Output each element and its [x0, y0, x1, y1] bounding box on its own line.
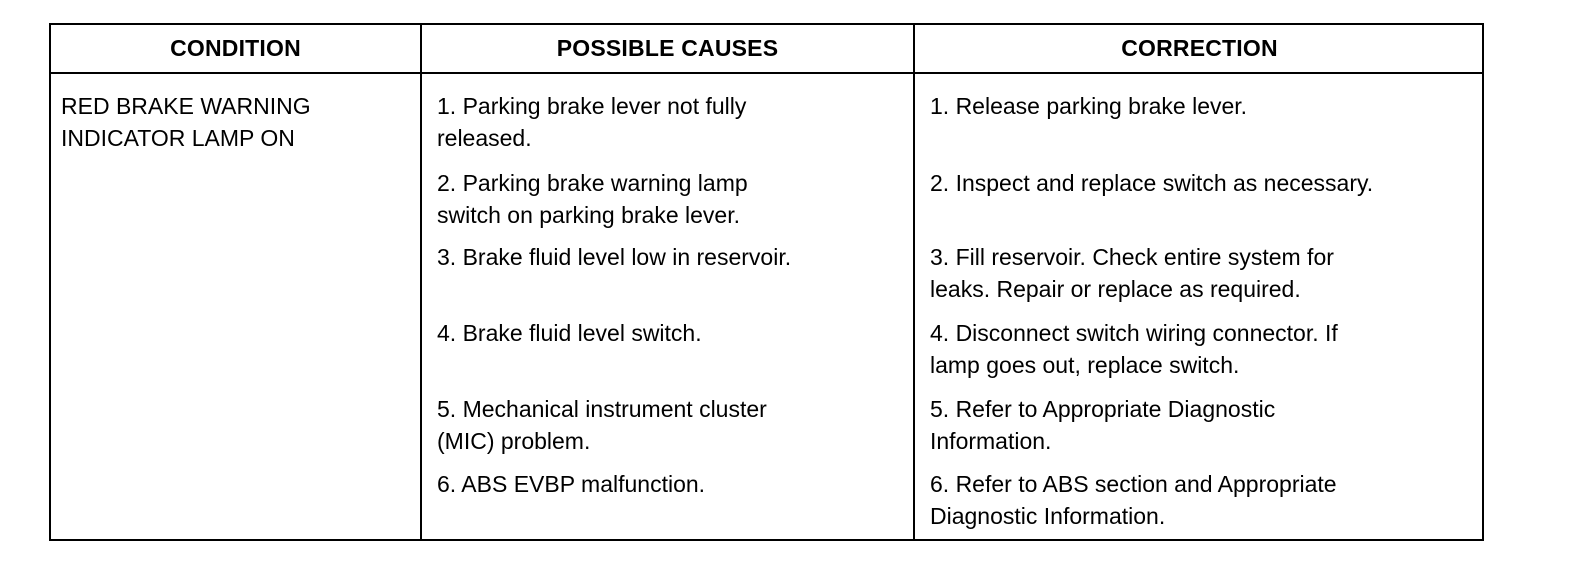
- correction-line: 5. Refer to Appropriate Diagnostic: [930, 396, 1276, 422]
- cause-cell: [437, 468, 705, 500]
- header-condition: CONDITION: [170, 35, 301, 61]
- correction-line: Diagnostic Information.: [930, 503, 1166, 529]
- cause-line: switch on parking brake lever.: [437, 202, 740, 228]
- header-possible-causes: POSSIBLE CAUSES: [556, 35, 779, 61]
- header-divider: [51, 72, 1482, 74]
- correction-line: 3. Fill reservoir. Check entire system for: [930, 244, 1334, 270]
- correction-line: 2. Inspect and replace switch as necessary.: [930, 170, 1374, 196]
- correction-cell: [930, 167, 1373, 199]
- correction-cell: [930, 468, 1337, 532]
- condition-line: INDICATOR LAMP ON: [61, 125, 295, 151]
- cause-cell: [437, 90, 746, 154]
- correction-line: lamp goes out, replace switch.: [930, 352, 1240, 378]
- cause-cell: [437, 317, 702, 349]
- header-correction: CORRECTION: [1121, 35, 1278, 61]
- correction-cell: [930, 241, 1334, 305]
- correction-cell: [930, 90, 1247, 122]
- cause-line: 2. Parking brake warning lamp: [437, 170, 748, 196]
- cause-line: (MIC) problem.: [437, 428, 591, 454]
- column-divider: [420, 25, 422, 539]
- cause-line: released.: [437, 125, 532, 151]
- correction-line: 4. Disconnect switch wiring connector. If: [930, 320, 1338, 346]
- correction-line: Information.: [930, 428, 1052, 454]
- correction-line: 6. Refer to ABS section and Appropriate: [930, 471, 1337, 497]
- column-divider: [913, 25, 915, 539]
- condition-line: RED BRAKE WARNING: [61, 93, 311, 119]
- diagnosis-table: [49, 23, 1484, 541]
- cause-line: 1. Parking brake lever not fully: [437, 93, 747, 119]
- cause-cell: [437, 393, 767, 457]
- correction-line: 1. Release parking brake lever.: [930, 93, 1248, 119]
- cause-cell: [437, 241, 791, 273]
- correction-line: leaks. Repair or replace as required.: [930, 276, 1301, 302]
- correction-cell: [930, 317, 1338, 381]
- cause-line: 6. ABS EVBP malfunction.: [437, 471, 706, 497]
- condition-cell: [61, 90, 311, 154]
- cause-line: 3. Brake fluid level low in reservoir.: [437, 244, 792, 270]
- correction-cell: [930, 393, 1275, 457]
- cause-line: 4. Brake fluid level switch.: [437, 320, 702, 346]
- cause-line: 5. Mechanical instrument cluster: [437, 396, 767, 422]
- cause-cell: [437, 167, 748, 231]
